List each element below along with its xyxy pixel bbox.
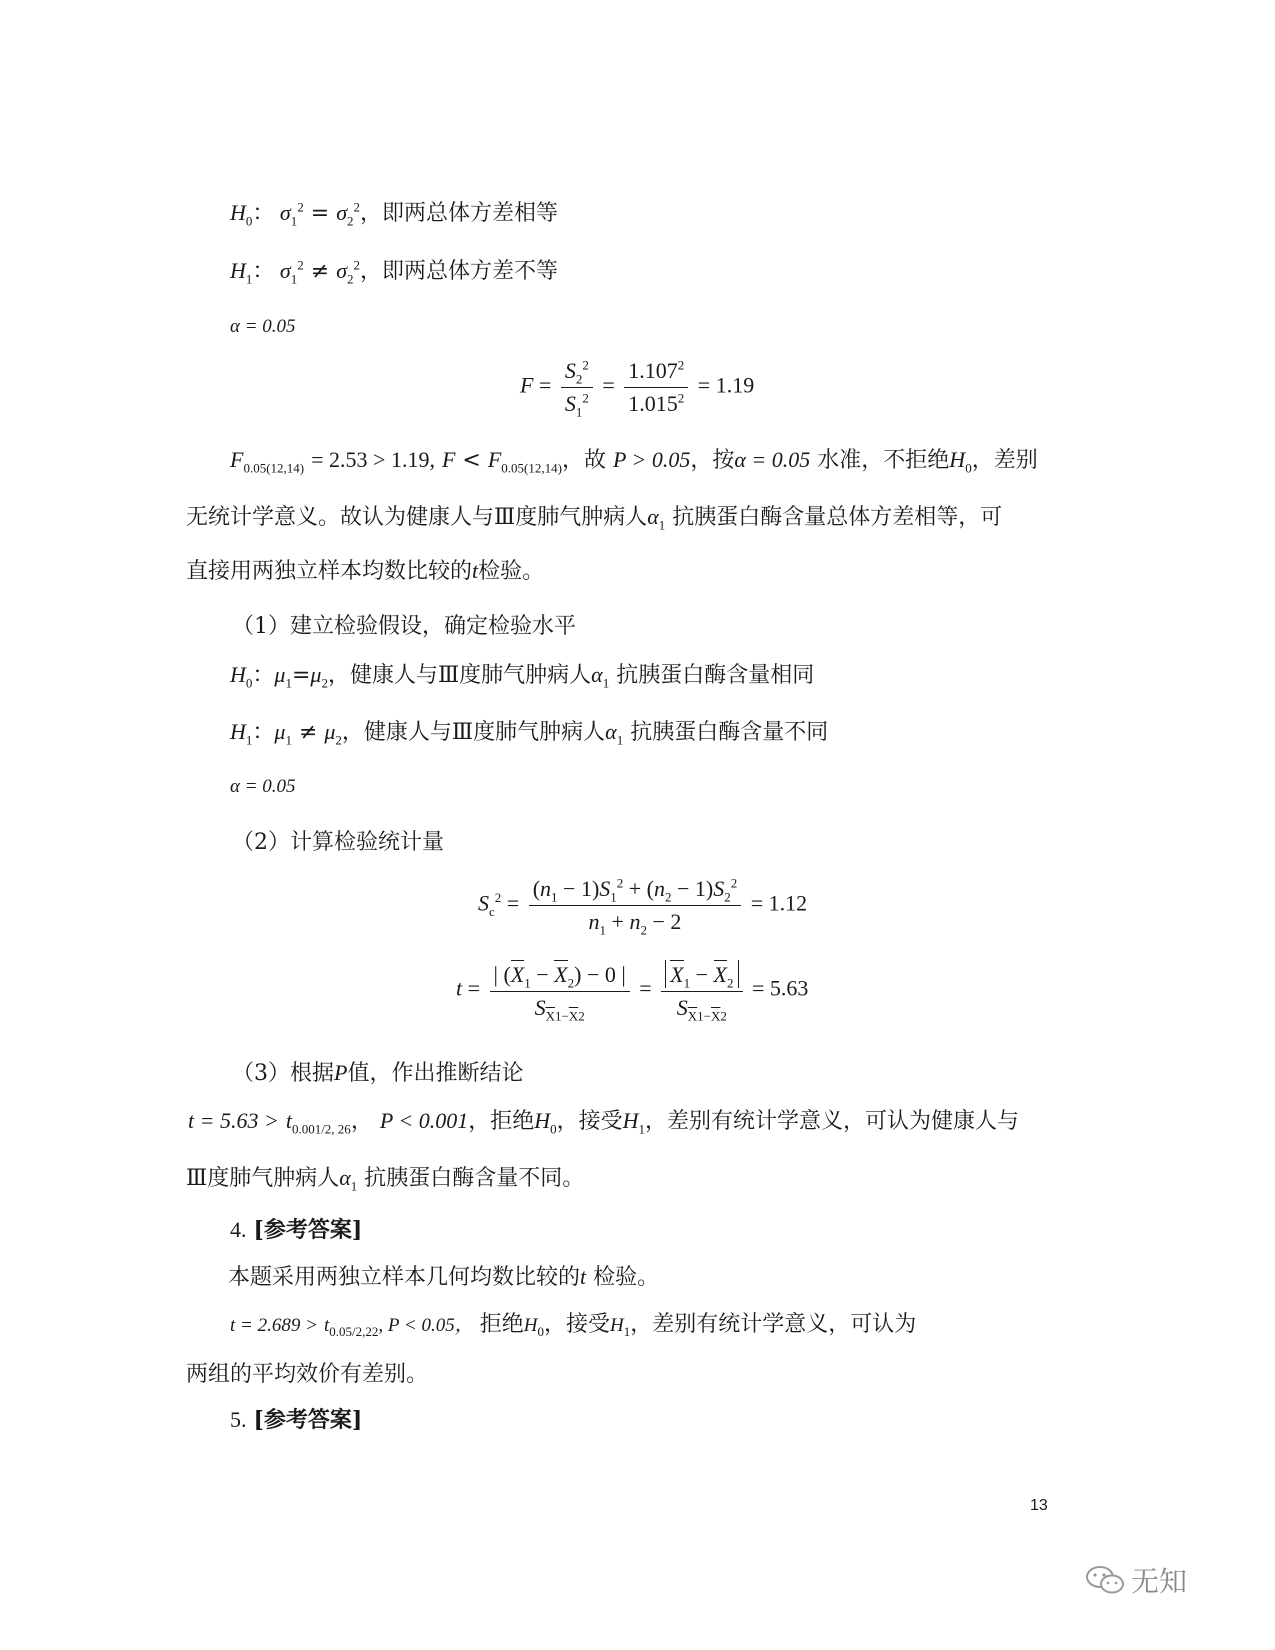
variance-alpha: α = 0.05 (230, 316, 296, 337)
wechat-icon (1085, 1564, 1125, 1596)
watermark (1085, 1560, 1187, 1600)
q4-line2: $t = 2.689 > t_{0.05/2,22}$, P < 0.05， 拒绝$H_0$，接受$H_1$，差别有统计学意义，可认为 (230, 1312, 917, 1339)
step3-title: （3）根据P值，作出推断结论 (232, 1060, 524, 1086)
f-conclusion-line2: 无统计学意义。故认为健康人与Ⅲ度肺气肿病人$\alpha_1$ 抗胰蛋白酶含量总体方差相等，可 (186, 504, 1003, 533)
f-conclusion-line1: $F_{0.05(12,14)} = 2.53 > 1.19$, $F < F_{0.05(12,14)}$，故 P > 0.05，按α = 0.05 水准，不拒绝$H_0$，差别 (230, 447, 1038, 476)
q4-line1: 本题采用两独立样本几何均数比较的t 检验。 (228, 1264, 660, 1290)
step3-line2: Ⅲ度肺气肿病人$\alpha_1$ 抗胰蛋白酶含量不同。 (186, 1165, 585, 1194)
variance-h0: $H_0$： $\sigma_1^2 = \sigma_2^2$，即两总体方差相等 (230, 199, 559, 229)
step2-title: （2）计算检验统计量 (232, 830, 444, 855)
sc-formula: $S_c^2$ = $\frac{(n_1 - 1)S_1^2 + (n_2 - 1)S_2^2}{n_1 + n_2 - 2}$ = 1.12 (478, 875, 808, 938)
t-formula: t = $\frac{| (X_1 - X_2) - 0 |}{S_{\overline{X}1-\overline{X}2}}$ = $\frac{X_1 - X_2}{S_{\overline{X}1-\overline{X}2}}$ = 5.63 (456, 962, 809, 1024)
watermark-text: 无知 (1131, 1565, 1188, 1598)
step1-alpha: α = 0.05 (230, 776, 296, 797)
q4-heading: 4. [参考答案] (230, 1217, 363, 1243)
step1-title: （1）建立检验假设，确定检验水平 (232, 614, 576, 639)
f-conclusion-line3: 直接用两独立样本均数比较的t检验。 (186, 558, 545, 584)
step1-h0: $H_0$：$\mu_1=\mu_2$，健康人与Ⅲ度肺气肿病人$\alpha_1$ 抗胰蛋白酶含量相同 (230, 662, 815, 691)
step3-line1: $t = 5.63 > t_{0.001/2, 26}$， P < 0.001，拒绝$H_0$，接受$H_1$，差别有统计学意义，可认为健康人与 (188, 1108, 1020, 1137)
variance-h1: $H_1$： $\sigma_1^2 \ne \sigma_2^2$，即两总体方差不等 (230, 257, 559, 287)
step1-h1: $H_1$：$\mu_1 \ne \mu_2$，健康人与Ⅲ度肺气肿病人$\alpha_1$ 抗胰蛋白酶含量不同 (230, 719, 829, 748)
q4-line3: 两组的平均效价有差别。 (186, 1362, 429, 1387)
page-number: 13 (1030, 1497, 1048, 1514)
f-formula: F = $\frac{S_2^2}{S_1^2}$ = $\frac{1.107^2}{1.015^2}$ = 1.19 (520, 357, 755, 420)
q5-heading: 5. [参考答案] (230, 1407, 363, 1433)
